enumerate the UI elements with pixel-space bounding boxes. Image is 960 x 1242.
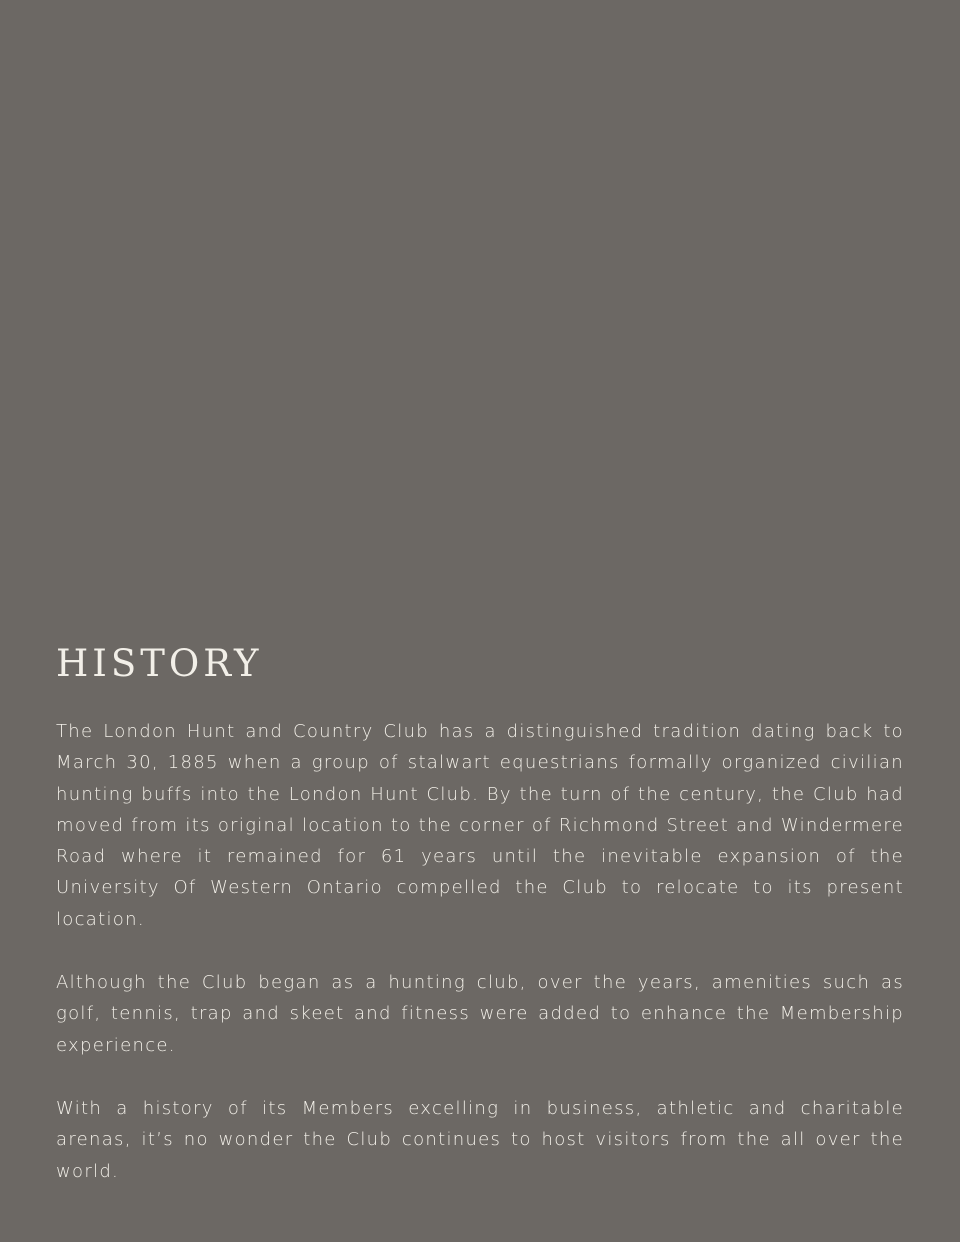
history-paragraph-3: With a history of its Members excelling in business, athletic and charitable arenas, it’s no wonder the Club continues to host visitors from the all over the world. [56,1097,904,1182]
history-paragraph-1: The London Hunt and Country Club has a distinguished tradition dating back to March 30, 1885 when a group of stalwart equestrians formally organized civilian hunting buffs into the London Hunt Club. By the turn of the century, the Club had moved from its original location to the corner of Richmond Street and Windermere Road where it remained for 61 years until the inevitable expansion of the University Of Western Ontario compelled the Club to relocate to its present location. [56,721,904,930]
history-paragraph-2: Although the Club began as a hunting club, over the years, amenities such as golf, tennis, trap and skeet and fitness were added to enhance the Membership experience. [56,972,904,1056]
section-heading: HISTORY [56,642,263,685]
history-section [56,640,904,1219]
